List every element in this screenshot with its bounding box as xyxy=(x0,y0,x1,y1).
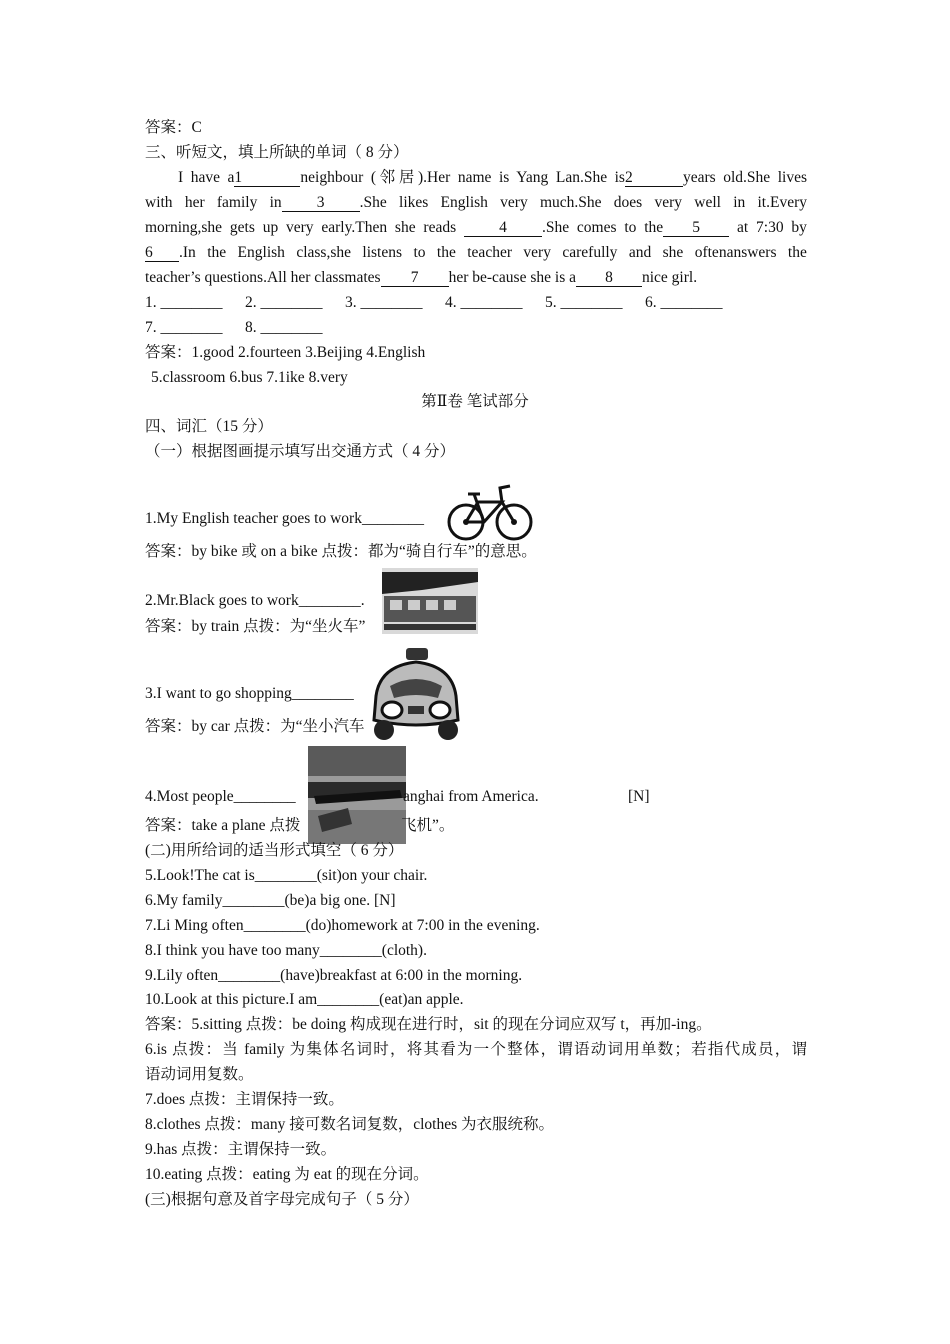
a4-left: 答案：take a plane 点拨 xyxy=(145,817,301,834)
passage-text: with xyxy=(145,194,173,211)
q5: 5.Look!The cat is________(sit)on your chair. xyxy=(145,867,428,884)
passage-line-2: with her family in 3 .She likes English very much.She does very well in it.Every xyxy=(145,194,807,211)
section4-title-text: 四、词汇（15 分） xyxy=(145,418,273,435)
q7: 7.Li Ming often________(do)homework at 7:00 in the evening. xyxy=(145,917,540,934)
passage-text: her be-cause she is a xyxy=(448,269,576,286)
passage-blank-8: 8 xyxy=(576,269,642,287)
blank-item: 6. ________ xyxy=(645,294,723,311)
a2: 答案：by train 点拨：为“坐火车” xyxy=(145,618,366,635)
passage-line-5 xyxy=(145,268,697,288)
passage-blank-4: 4 xyxy=(464,219,542,237)
blanks-row-1 xyxy=(145,293,745,313)
passage-text: neighbour (邻居).Her name is Yang Lan.She is xyxy=(300,169,625,186)
a1: 答案：by bike 或 on a bike 点拨：都为“骑自行车”的意思。 xyxy=(145,543,537,560)
q4-mark: [N] xyxy=(628,788,650,805)
passage-text: years old.She lives xyxy=(682,169,807,186)
blank-item: 8. ________ xyxy=(245,319,323,336)
passage-text: nice girl. xyxy=(641,269,698,286)
passage-blank-6: 6 xyxy=(145,244,179,262)
q4-left: 4.Most people________ xyxy=(145,788,296,805)
car-picture xyxy=(366,646,466,744)
passage-blank-1: 1 xyxy=(234,169,300,187)
passage-text: teacher’s questions.All her classmates xyxy=(145,269,381,286)
a4-right: 飞机”。 xyxy=(401,817,455,834)
q6: 6.My family________(be)a big one. [N] xyxy=(145,892,396,909)
blanks-row-2 xyxy=(145,318,345,338)
passage-line-1 xyxy=(145,168,807,188)
answer-line-2: 5.classroom 6.bus 7.1ike 8.very xyxy=(151,369,348,386)
section4-sub2: (二)用所给词的适当形式填空（ 6 分） xyxy=(145,842,404,859)
q8: 8.I think you have too many________(cloth). xyxy=(145,942,427,959)
a5: 答案：5.sitting 点拨：be doing 构成现在进行时，sit 的现在分词应双写 t，再加-ing。 xyxy=(145,1016,712,1033)
section3-title: 三、听短文，填上所缺的单词（ 8 分） xyxy=(145,144,409,161)
q9: 9.Lily often________(have)breakfast at 6:00 in the morning. xyxy=(145,967,523,984)
blank-item: 7. ________ xyxy=(145,319,223,336)
section4-title xyxy=(145,417,273,437)
section4-sub1: （一）根据图画提示填写出交通方式（ 4 分） xyxy=(145,443,456,460)
passage-blank-7: 7 xyxy=(381,269,449,287)
passage-blank-3: 3 xyxy=(282,194,360,212)
passage-line-3: morning,she gets up very early.Then she reads 4 .She comes to the 5 at 7:30 by xyxy=(145,219,807,236)
passage-line-4: 6 .In the English class,she listens to the teacher very carefully and she oftenanswers the xyxy=(145,244,807,261)
q3: 3.I want to go shopping________ xyxy=(145,685,354,702)
blank-item: 2. ________ xyxy=(245,294,323,311)
answer-line-1: 答案：1.good 2.fourteen 3.Beijing 4.English xyxy=(145,344,426,361)
q10: 10.Look at this picture.I am________(eat)an apple. xyxy=(145,991,464,1008)
blank-item: 3. ________ xyxy=(345,294,423,311)
q4-right: anghai from America. xyxy=(403,788,539,805)
blank-item: 5. ________ xyxy=(545,294,623,311)
train-picture xyxy=(382,568,478,634)
part2-title: 第Ⅱ卷 笔试部分 xyxy=(421,393,529,410)
q2: 2.Mr.Black goes to work________. xyxy=(145,592,365,609)
a10: 10.eating 点拨：eating 为 eat 的现在分词。 xyxy=(145,1166,429,1183)
section4-sub3: (三)根据句意及首字母完成句子（ 5 分） xyxy=(145,1191,419,1208)
top-answer: 答案：C xyxy=(145,119,202,136)
a3: 答案：by car 点拨：为“坐小汽车 xyxy=(145,718,365,735)
q1: 1.My English teacher goes to work________ xyxy=(145,510,424,527)
a9: 9.has 点拨：主谓保持一致。 xyxy=(145,1141,337,1158)
blank-item: 4. ________ xyxy=(445,294,523,311)
airplane-picture xyxy=(308,746,406,844)
passage-text: I have a xyxy=(178,169,235,186)
a6-line1: 6.is 点拨：当 family 为集体名词时，将其看为一个整体，谓语动词用单数；若指代成员，谓 xyxy=(145,1041,807,1058)
a7: 7.does 点拨：主谓保持一致。 xyxy=(145,1091,344,1108)
a6-line2: 语动词用复数。 xyxy=(145,1066,254,1083)
blank-item: 1. ________ xyxy=(145,294,223,311)
a8: 8.clothes 点拨：many 接可数名词复数，clothes 为衣服统称。 xyxy=(145,1116,554,1133)
passage-blank-2: 2 xyxy=(625,169,683,187)
passage-blank-5: 5 xyxy=(663,219,729,237)
